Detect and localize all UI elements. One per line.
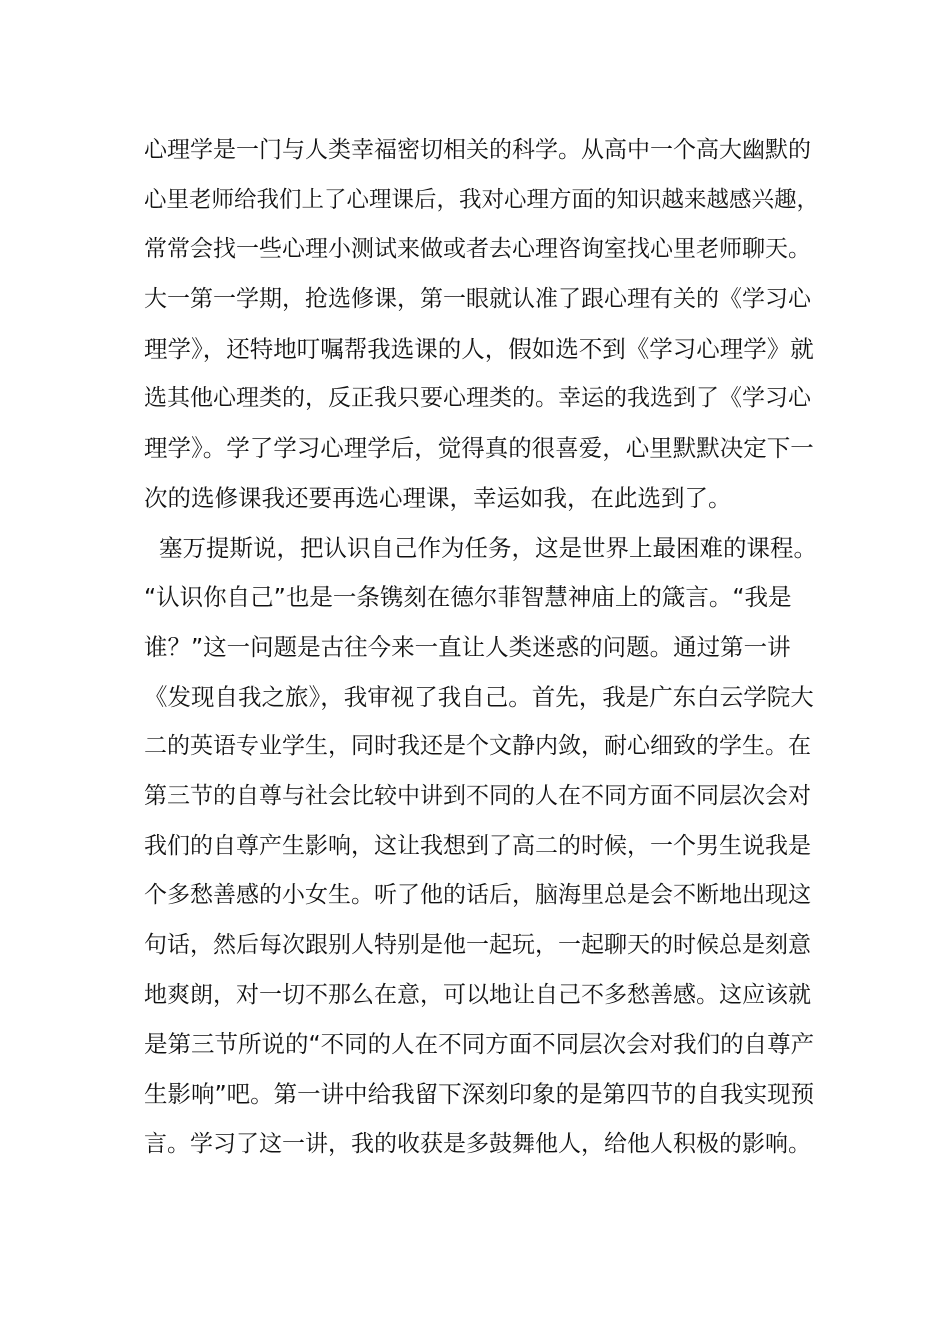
text-line: 理学》，还特地叮嘱帮我选课的人，假如选不到《学习心理学》就 — [144, 334, 814, 363]
text-line: 句话，然后每次跟别人特别是他一起玩，一起聊天的时候总是刻意 — [144, 932, 811, 958]
text-line: 次的选修课我还要再选心理课，幸运如我，在此选到了。 — [144, 483, 732, 512]
text-line: 二的英语专业学生，同时我还是个文静内敛，耐心细致的学生。在 — [144, 733, 811, 760]
text-line: 大一第一学期，抢选修课，第一眼就认准了跟心理有关的《学习心 — [144, 286, 811, 313]
text-line: “认识你自己”也是一条镌刻在德尔菲智慧神庙上的箴言。“我是 — [144, 583, 792, 612]
text-line: 《发现自我之旅》，我审视了我自己。首先，我是广东白云学院大 — [144, 682, 814, 711]
text-line: 个多愁善感的小女生。听了他的话后，脑海里总是会不断地出现这 — [144, 882, 811, 909]
text-line: 谁？”这一问题是古往今来一直让人类迷惑的问题。通过第一讲 — [144, 632, 791, 661]
text-line: 心理学是一门与人类幸福密切相关的科学。从高中一个高大幽默的 — [144, 137, 811, 163]
text-line: 地爽朗，对一切不那么在意，可以地让自己不多愁善感。这应该就 — [144, 981, 811, 1008]
text-line: 我们的自尊产生影响，这让我想到了高二的时候，一个男生说我是 — [144, 832, 811, 859]
text-line: 生影响”吧。第一讲中给我留下深刻印象的是第四节的自我实现预 — [144, 1080, 815, 1109]
text-line: 选其他心理类的，反正我只要心理类的。幸运的我选到了《学习心 — [144, 385, 811, 412]
text-line: 是第三节所说的“不同的人在不同方面不同层次会对我们的自尊产 — [144, 1030, 815, 1059]
text-line: 言。学习了这一讲，我的收获是多鼓舞他人，给他人积极的影响。 — [144, 1130, 811, 1157]
text-line: 常常会找一些心理小测试来做或者去心理咨询室找心里老师聊天。 — [144, 236, 811, 263]
text-line: 塞万提斯说，把认识自己作为任务，这是世界上最困难的课程。 — [144, 533, 817, 562]
text-line: 第三节的自尊与社会比较中讲到不同的人在不同方面不同层次会对 — [144, 782, 811, 809]
text-line: 心里老师给我们上了心理课后，我对心理方面的知识越来越感兴趣， — [144, 186, 820, 213]
text-line: 理学》。学了学习心理学后，觉得真的很喜爱，心里默默决定下一 — [144, 434, 814, 463]
body-text — [144, 126, 824, 1169]
